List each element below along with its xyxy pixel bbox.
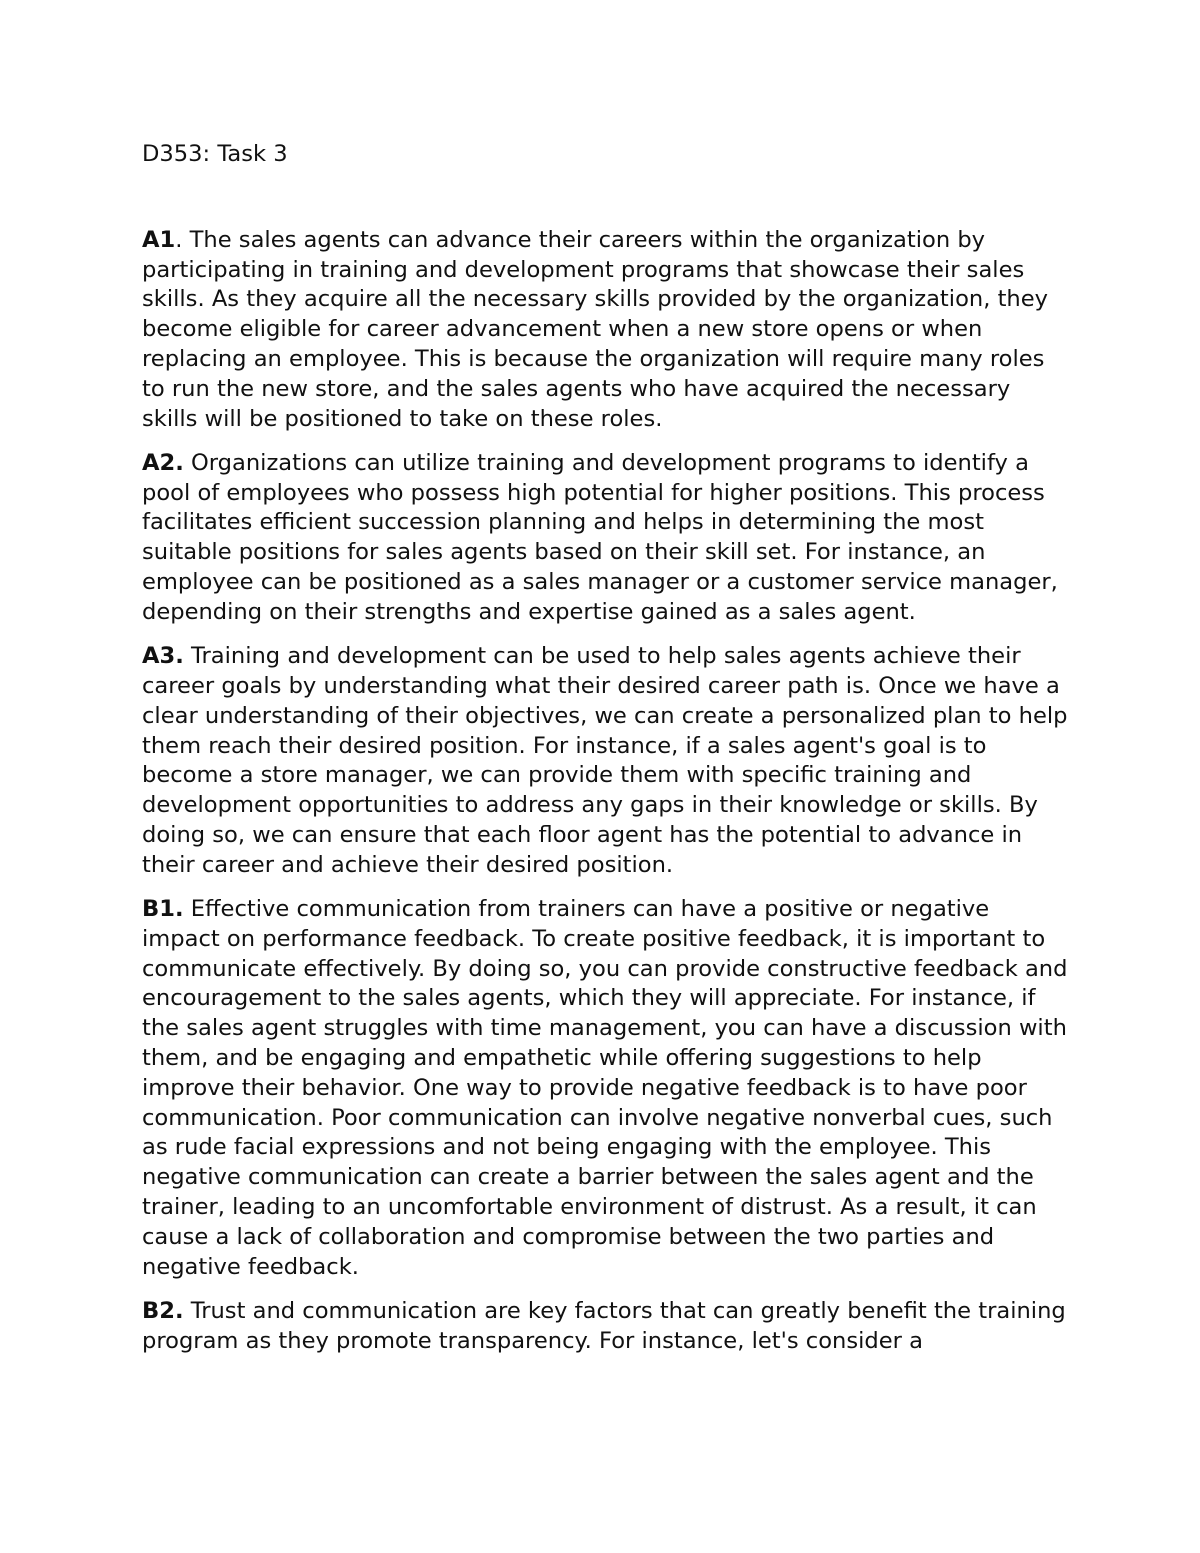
section-label: A2. [142, 449, 184, 476]
section-a1 [142, 226, 1072, 435]
section-label: B2. [142, 1297, 184, 1324]
section-label: B1. [142, 896, 184, 923]
section-label: A1 [142, 226, 176, 253]
section-text: Trust and communication are key factors that can greatly benefit the training program as they promote transparency. For instance, let's consider a [142, 1297, 1066, 1354]
section-label: A3. [142, 643, 184, 670]
section-text: The sales agents can advance their careers within the organization by participating in training and development programs that showcase their sales skills. As they acquire all the necessary skills provided by the organization, they become eligible for career advancement when a new store opens or when replacing an employee. This is because the organization will require many roles to run the new store, and the sales agents who have acquired the necessary skills will be positioned to take on these roles. [142, 226, 1049, 432]
document-body [142, 140, 1072, 1371]
section-text: Effective communication from trainers can have a positive or negative impact on performance feedback. To create positive feedback, it is important to communicate effectively. By doing so, you can provide constructive feedback and encouragement to the sales agents, which they will appreciate. For instance, if the sales agent struggles with time management, you can have a discussion with them, and be engaging and empathetic while offering suggestions to help improve their behavior. One way to provide negative feedback is to have poor communication. Poor communication can involve negative nonverbal cues, such as rude facial expressions and not being engaging with the employee. This negative communication can create a barrier between the sales agent and the trainer, leading to an uncomfortable environment of distrust. As a result, it can cause a lack of collaboration and compromise between the two parties and negative feedback. [142, 896, 1068, 1280]
section-a2 [142, 449, 1072, 628]
section-separator: . [175, 226, 190, 253]
document-title: D353: Task 3 [142, 141, 288, 167]
section-separator [184, 643, 191, 669]
section-separator [184, 1298, 191, 1324]
section-b1 [142, 895, 1072, 1282]
section-text: Training and development can be used to help sales agents achieve their career goals by understanding what their desired career path is. Once we have a clear understanding of their objectives, we can create a personalized plan to help them reach their desired position. For instance, if a sales agent's goal is to become a store manager, we can provide them with specific training and development opportunities to address any gaps in their knowledge or skills. By doing so, we can ensure that each floor agent has the potential to advance in their career and achieve their desired position. [142, 643, 1068, 878]
section-separator [184, 450, 191, 476]
section-text: Organizations can utilize training and development programs to identify a pool of employees who possess high potential for higher positions. This process facilitates efficient succession planning and helps in determining the most suitable positions for sales agents based on their skill set. For instance, an employee can be positioned as a sales manager or a customer service manager, depending on their strengths and expertise gained as a sales agent. [142, 449, 1058, 625]
section-a3 [142, 642, 1072, 880]
section-separator [184, 896, 191, 922]
section-b2 [142, 1297, 1072, 1357]
